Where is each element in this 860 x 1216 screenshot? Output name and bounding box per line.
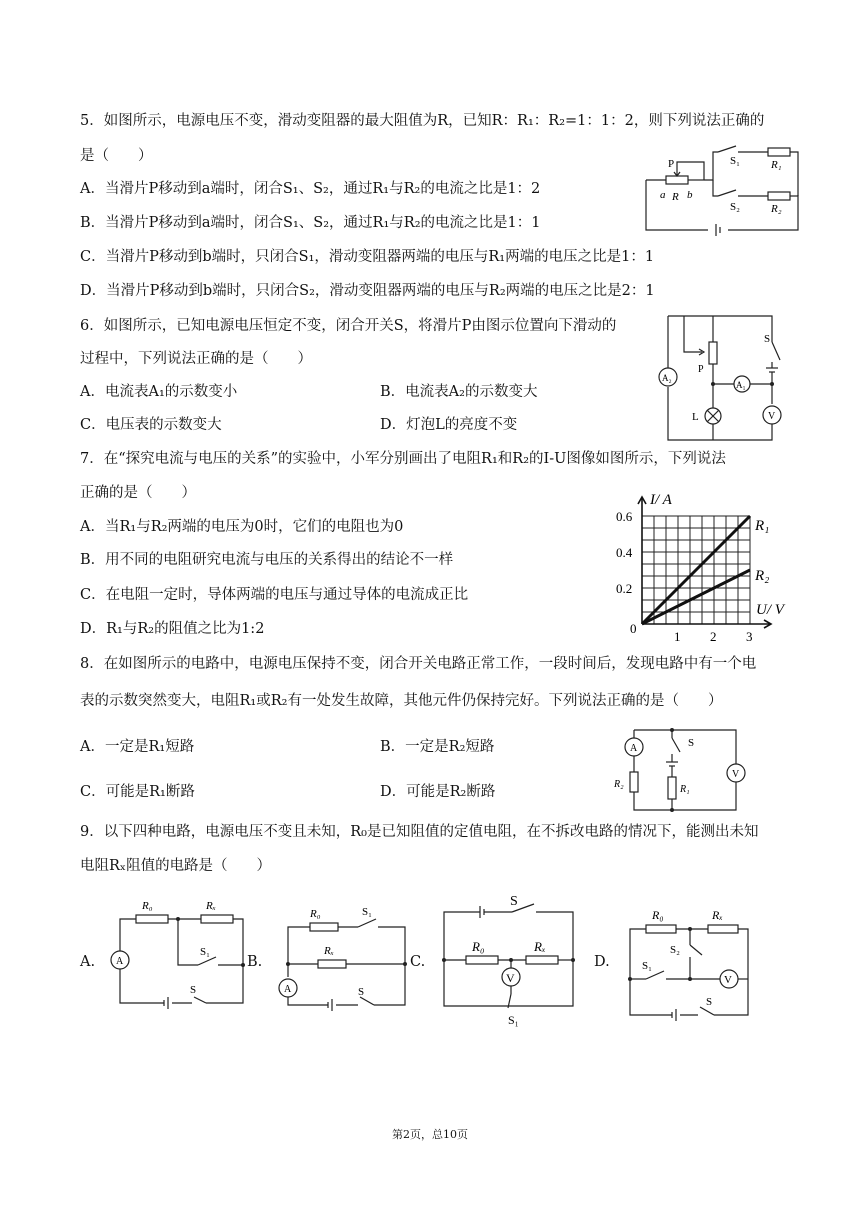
q9a-label-s: S bbox=[190, 984, 197, 996]
q6-option-c: C．电压表的示数变大 bbox=[80, 417, 222, 433]
q9-circuit-a bbox=[106, 895, 246, 1015]
q6-stem-line1: 6．如图所示，已知电源电压恒定不变，闭合开关S，将滑片P由图示位置向下滑动的 bbox=[80, 318, 617, 334]
q9c-label-s1: S₁ bbox=[508, 1013, 519, 1027]
q7-graph-xlabel: U/ V bbox=[756, 602, 784, 618]
q5-fig-label-r2: R₂ bbox=[771, 203, 782, 215]
q7-stem-line1: 7．在“探究电流与电压的关系”的实验中，小军分别画出了电阻R₁和R₂的I-U图像如图所示，下列说法 bbox=[80, 451, 726, 467]
q5-option-c: C．当滑片P移动到b端时，只闭合S₁，滑动变阻器两端的电压与R₁两端的电压之比是1：1 bbox=[80, 249, 655, 265]
q8-fig-label-r2: R₂ bbox=[614, 779, 624, 790]
q9-label-a: A. bbox=[80, 954, 96, 970]
q5-option-b: B．当滑片P移动到a端时，闭合S₁、S₂，通过R₁与R₂的电流之比是1：1 bbox=[80, 215, 541, 231]
q6-circuit-diagram bbox=[654, 312, 794, 447]
q5-fig-label-r1: R₁ bbox=[771, 159, 782, 171]
q5-fig-label-p: P bbox=[668, 158, 675, 170]
q6-fig-label-v: V bbox=[768, 411, 776, 422]
q6-fig-label-l: L bbox=[692, 411, 699, 423]
q5-circuit-diagram bbox=[638, 140, 808, 240]
q9a-label-rx: Rₓ bbox=[206, 900, 216, 912]
q7-option-a: A．当R₁与R₂两端的电压为0时，它们的电阻也为0 bbox=[80, 519, 404, 535]
q9-circuit-b bbox=[274, 897, 409, 1015]
q8-stem-line1: 8．在如图所示的电路中，电源电压保持不变，闭合开关电路正常工作，一段时间后，发现电路中有一个电 bbox=[80, 656, 757, 672]
q5-fig-label-b: b bbox=[687, 189, 693, 201]
q9-label-c: C. bbox=[410, 954, 426, 970]
q9d-label-rx: Rₓ bbox=[712, 908, 723, 922]
q6-option-a: A．电流表A₁的示数变小 bbox=[80, 384, 238, 400]
q6-option-d: D．灯泡L的亮度不变 bbox=[380, 417, 518, 433]
q9c-label-rx: Rₓ bbox=[534, 939, 546, 954]
q9a-label-r0: R₀ bbox=[142, 900, 153, 912]
q5-stem-line2: 是（ ） bbox=[80, 148, 153, 164]
q5-stem-line1: 5．如图所示，电源电压不变，滑动变阻器的最大阻值为R，已知R：R₁：R₂=1：1：2，则下列说法正确的 bbox=[80, 113, 765, 129]
q7-origin-label: 0 bbox=[630, 621, 637, 636]
q8-fig-label-r1: R₁ bbox=[680, 784, 690, 795]
q9-label-d: D. bbox=[594, 954, 610, 970]
q9c-label-r0: R₀ bbox=[472, 939, 485, 954]
q9-circuit-c bbox=[436, 888, 581, 1028]
q6-option-b: B．电流表A₂的示数变大 bbox=[380, 384, 538, 400]
q6-fig-label-s: S bbox=[764, 333, 771, 345]
q8-option-b: B．一定是R₂短路 bbox=[380, 739, 495, 755]
q7-graph-ylabel: I/ A bbox=[650, 492, 672, 508]
q9-stem-line2: 电阻Rₓ阻值的电路是（ ） bbox=[80, 858, 272, 874]
q9d-label-v: V bbox=[724, 974, 732, 986]
q9b-label-rx: Rₓ bbox=[324, 945, 334, 957]
q9a-label-amm: A bbox=[116, 956, 124, 967]
q7-iu-graph bbox=[610, 490, 795, 642]
q7-line-r1 bbox=[642, 516, 750, 624]
q5-option-a: A．当滑片P移动到a端时，闭合S₁、S₂，通过R₁与R₂的电流之比是1：2 bbox=[80, 181, 541, 197]
q8-fig-label-s: S bbox=[688, 737, 695, 749]
q6-fig-label-a2: A₂ bbox=[662, 373, 672, 383]
q6-fig-label-p: P bbox=[698, 364, 704, 375]
q9b-label-r0: R₀ bbox=[310, 908, 321, 920]
q9-label-b: B. bbox=[247, 954, 263, 970]
q8-option-c: C．可能是R₁断路 bbox=[80, 784, 195, 800]
q9a-label-s1: S₁ bbox=[200, 946, 210, 958]
q8-fig-label-v: V bbox=[732, 769, 740, 780]
q5-fig-label-s1: S₁ bbox=[730, 155, 740, 167]
q8-option-a: A．一定是R₁短路 bbox=[80, 739, 195, 755]
q9d-label-s2: S₂ bbox=[670, 944, 680, 956]
q7-label-r1: R₁ bbox=[755, 518, 770, 534]
q9d-label-s: S bbox=[706, 996, 713, 1008]
q7-xtick-2: 2 bbox=[710, 629, 717, 642]
q7-ytick-06: 0.6 bbox=[616, 509, 633, 524]
q7-label-r2: R₂ bbox=[755, 568, 770, 584]
q9d-label-r0: R₀ bbox=[652, 908, 664, 922]
q5-fig-label-s2: S₂ bbox=[730, 201, 740, 213]
q9c-label-v: V bbox=[506, 971, 515, 985]
q9-stem-line1: 9．以下四种电路，电源电压不变且未知，R₀是已知阻值的定值电阻，在不拆改电路的情况下，能测出未知 bbox=[80, 824, 759, 840]
q9b-label-amm: A bbox=[284, 984, 292, 995]
q7-option-d: D．R₁与R₂的阻值之比为1:2 bbox=[80, 621, 265, 637]
q7-line-r2 bbox=[642, 570, 750, 624]
q6-fig-label-a1: A₁ bbox=[736, 380, 746, 390]
q8-option-d: D．可能是R₂断路 bbox=[380, 784, 496, 800]
q5-fig-label-a: a bbox=[660, 189, 666, 201]
q9c-label-s: S bbox=[510, 894, 518, 909]
q8-fig-label-a: A bbox=[630, 743, 638, 754]
q8-stem-line2: 表的示数突然变大，电阻R₁或R₂有一处发生故障，其他元件仍保持完好。下列说法正确的是（ ） bbox=[80, 693, 723, 709]
page-footer: 第2页，总10页 bbox=[392, 1128, 468, 1141]
q9b-label-s: S bbox=[358, 986, 365, 998]
q7-ytick-04: 0.4 bbox=[616, 545, 633, 560]
q9-circuit-d bbox=[624, 895, 764, 1025]
q7-ytick-02: 0.2 bbox=[616, 581, 633, 596]
q7-option-c: C．在电阻一定时，导体两端的电压与通过导体的电流成正比 bbox=[80, 587, 469, 603]
q7-xtick-3: 3 bbox=[746, 629, 753, 642]
q5-option-d: D．当滑片P移动到b端时，只闭合S₂，滑动变阻器两端的电压与R₂两端的电压之比是2：1 bbox=[80, 283, 655, 299]
q9b-label-s1: S₁ bbox=[362, 906, 372, 918]
q7-stem-line2: 正确的是（ ） bbox=[80, 485, 196, 501]
q9d-label-s1: S₁ bbox=[642, 960, 652, 972]
q7-option-b: B．用不同的电阻研究电流与电压的关系得出的结论不一样 bbox=[80, 552, 454, 568]
q7-xtick-1: 1 bbox=[674, 629, 681, 642]
q8-circuit-diagram bbox=[610, 722, 750, 817]
q6-stem-line2: 过程中，下列说法正确的是（ ） bbox=[80, 351, 312, 367]
q5-fig-label-r: R bbox=[672, 191, 679, 203]
